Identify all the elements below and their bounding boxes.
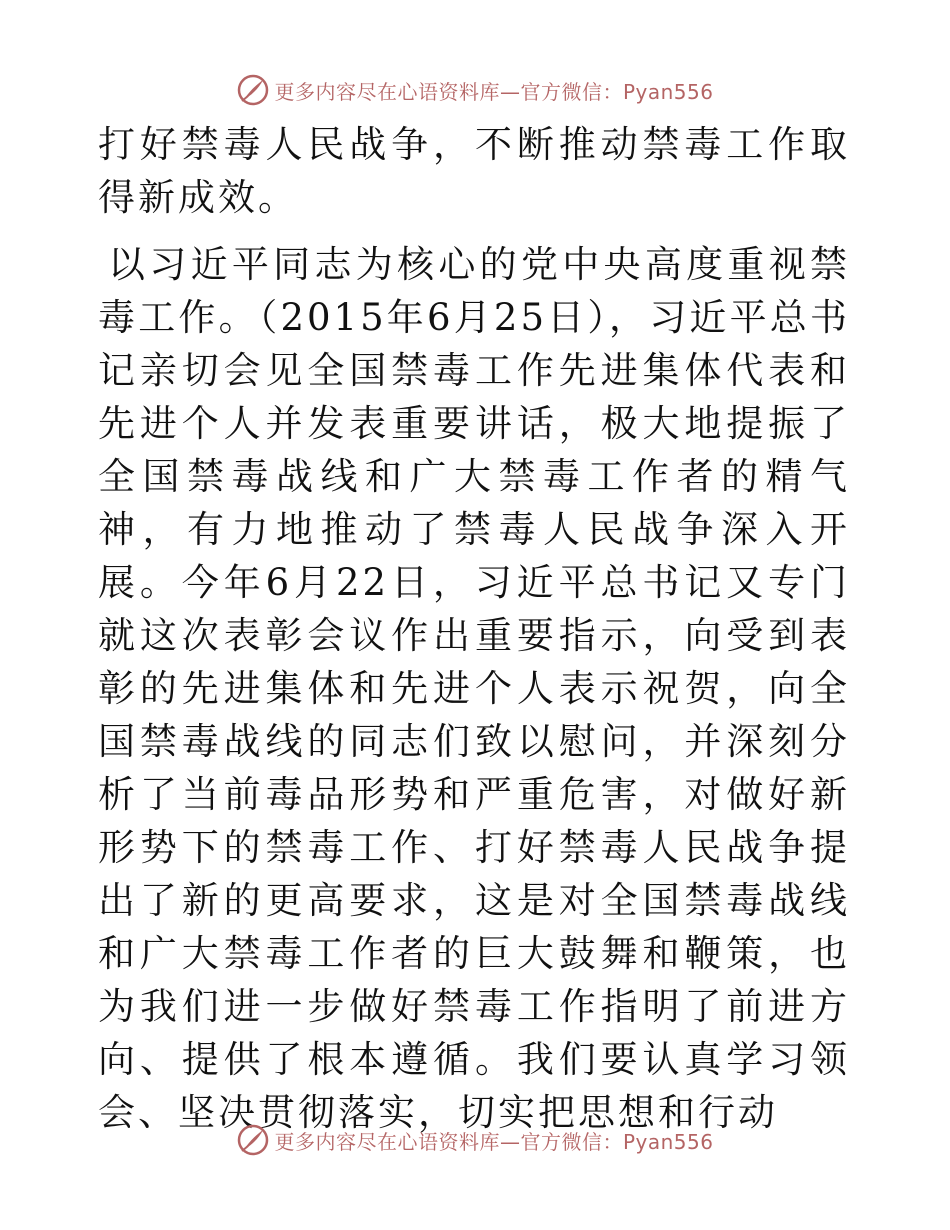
header-watermark bbox=[0, 70, 950, 110]
document-body bbox=[98, 118, 850, 1139]
feather-seal-icon bbox=[236, 73, 270, 107]
paragraph-2: 以习近平同志为核心的党中央高度重视禁毒工作。（2015年6月25日），习近平总书记亲切会见全国禁毒工作先进集体代表和先进个人并发表重要讲话，极大地提振了全国禁毒战线和广大禁毒工作者的精气神，有力地推动了禁毒人民战争深入开展。今年6月22日，习近平总书记又专门就这次表彰会议作出重要指示，向受到表彰的先进集体和先进个人表示祝贺，向全国禁毒战线的同志们致以慰问，并深刻分析了当前毒品形势和严重危害，对做好新形势下的禁毒工作、打好禁毒人民战争提出了新的更高要求，这是对全国禁毒战线和广大禁毒工作者的巨大鼓舞和鞭策，也为我们进一步做好禁毒工作指明了前进方向、提供了根本遵循。我们要认真学习领会、坚决贯彻落实，切实把思想和行动 bbox=[98, 243, 850, 1134]
feather-seal-icon bbox=[236, 1123, 270, 1157]
footer-watermark-text: 更多内容尽在心语资料库—官方微信：Pyan556 bbox=[274, 1129, 714, 1154]
footer-watermark bbox=[0, 1120, 950, 1160]
header-watermark-text: 更多内容尽在心语资料库—官方微信：Pyan556 bbox=[274, 79, 714, 104]
paragraph-1: 打好禁毒人民战争，不断推动禁毒工作取得新成效。 bbox=[98, 123, 850, 219]
